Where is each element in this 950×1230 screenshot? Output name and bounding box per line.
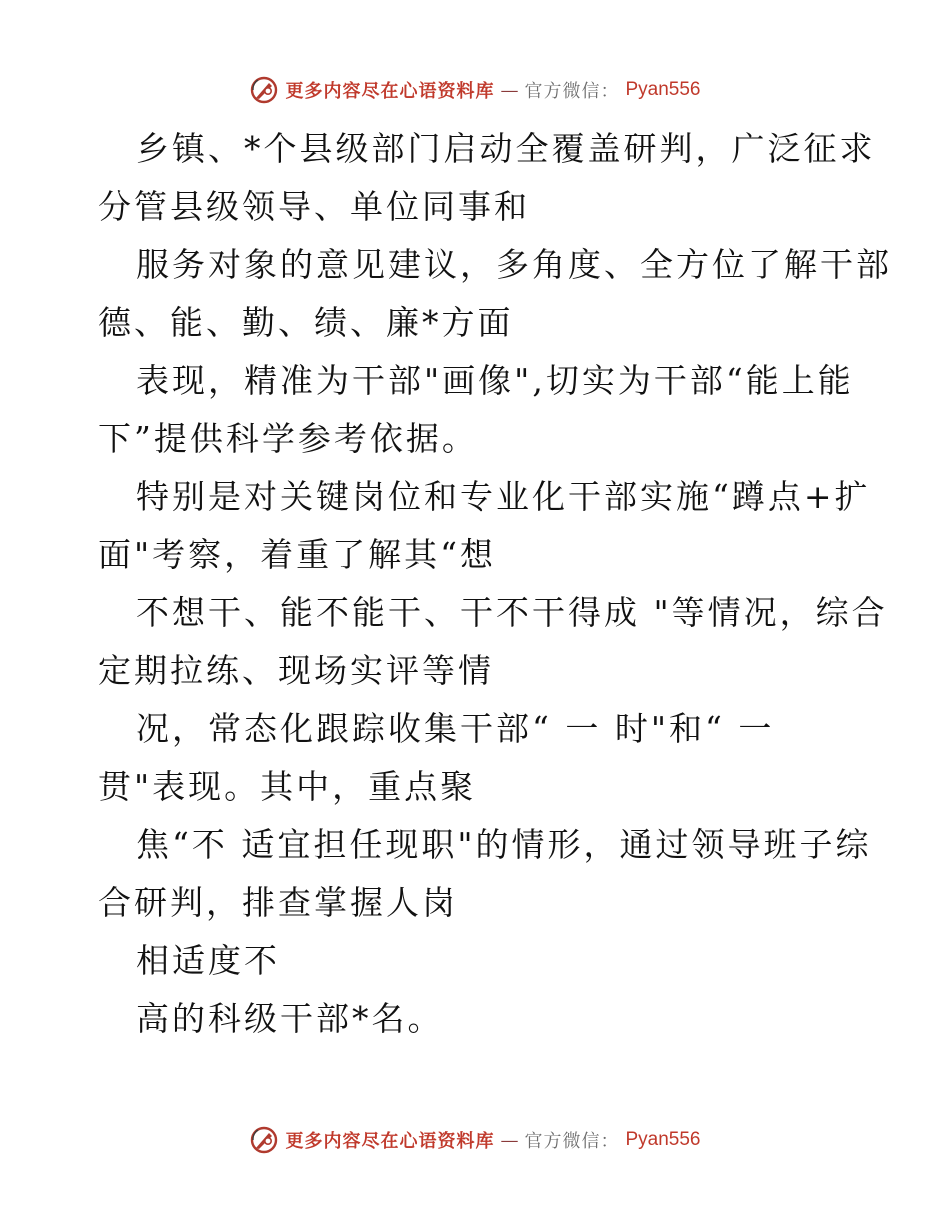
paragraph bbox=[98, 816, 872, 932]
paragraph-line: 不想干、能不能干、干不干得成 "等情况，综合 bbox=[136, 593, 888, 632]
paragraph-line: 德、能、勤、绩、廉*方面 bbox=[98, 303, 514, 342]
paragraph bbox=[98, 584, 888, 700]
banner-separator: — bbox=[500, 1129, 519, 1151]
banner-brand-text: 更多内容尽在心语资料库 bbox=[285, 81, 495, 102]
document-body bbox=[98, 120, 892, 1048]
paragraph-line: 况，常态化跟踪收集干部“ 一 时"和“ 一 bbox=[136, 709, 775, 748]
paragraph-line: 乡镇、*个县级部门启动全覆盖研判，广泛征求 bbox=[136, 129, 876, 168]
paragraph-line: 服务对象的意见建议，多角度、全方位了解干部 bbox=[136, 245, 892, 284]
footer-banner bbox=[0, 1120, 950, 1160]
banner-separator: — bbox=[500, 79, 519, 101]
paragraph bbox=[98, 236, 892, 352]
paragraph-line: 贯"表现。其中，重点聚 bbox=[98, 767, 477, 806]
paragraph bbox=[98, 932, 858, 990]
paragraph-line: 焦“不 适宜担任现职"的情形，通过领导班子综 bbox=[136, 825, 872, 864]
paragraph bbox=[98, 352, 858, 468]
paragraph bbox=[98, 990, 858, 1048]
paragraph-line: 下”提供科学参考依据。 bbox=[98, 419, 478, 458]
paragraph-line: 表现，精准为干部"画像",切实为干部“能上能 bbox=[136, 361, 854, 400]
quill-pen-seal-icon bbox=[249, 1125, 279, 1155]
banner-brand-text: 更多内容尽在心语资料库 bbox=[285, 1131, 495, 1152]
paragraph-line: 合研判，排查掌握人岗 bbox=[98, 883, 458, 922]
paragraph bbox=[98, 120, 876, 236]
paragraph-line: 高的科级干部*名。 bbox=[136, 999, 444, 1038]
paragraph-line: 面"考察，着重了解其“想 bbox=[98, 535, 497, 574]
quill-pen-seal-icon bbox=[249, 75, 279, 105]
header-banner bbox=[0, 70, 950, 110]
paragraph-line: 相适度不 bbox=[136, 941, 280, 980]
banner-wechat-label: 官方微信： bbox=[524, 1131, 620, 1152]
banner-wechat-id: Pyan556 bbox=[625, 1129, 701, 1150]
paragraph bbox=[98, 700, 858, 816]
paragraph-line: 分管县级领导、单位同事和 bbox=[98, 187, 530, 226]
paragraph-line: 定期拉练、现场实评等情 bbox=[98, 651, 494, 690]
banner-wechat-id: Pyan556 bbox=[625, 79, 701, 100]
banner-wechat-label: 官方微信： bbox=[524, 81, 620, 102]
paragraph-line: 特别是对关键岗位和专业化干部实施“蹲点+扩 bbox=[136, 477, 871, 516]
paragraph bbox=[98, 468, 871, 584]
